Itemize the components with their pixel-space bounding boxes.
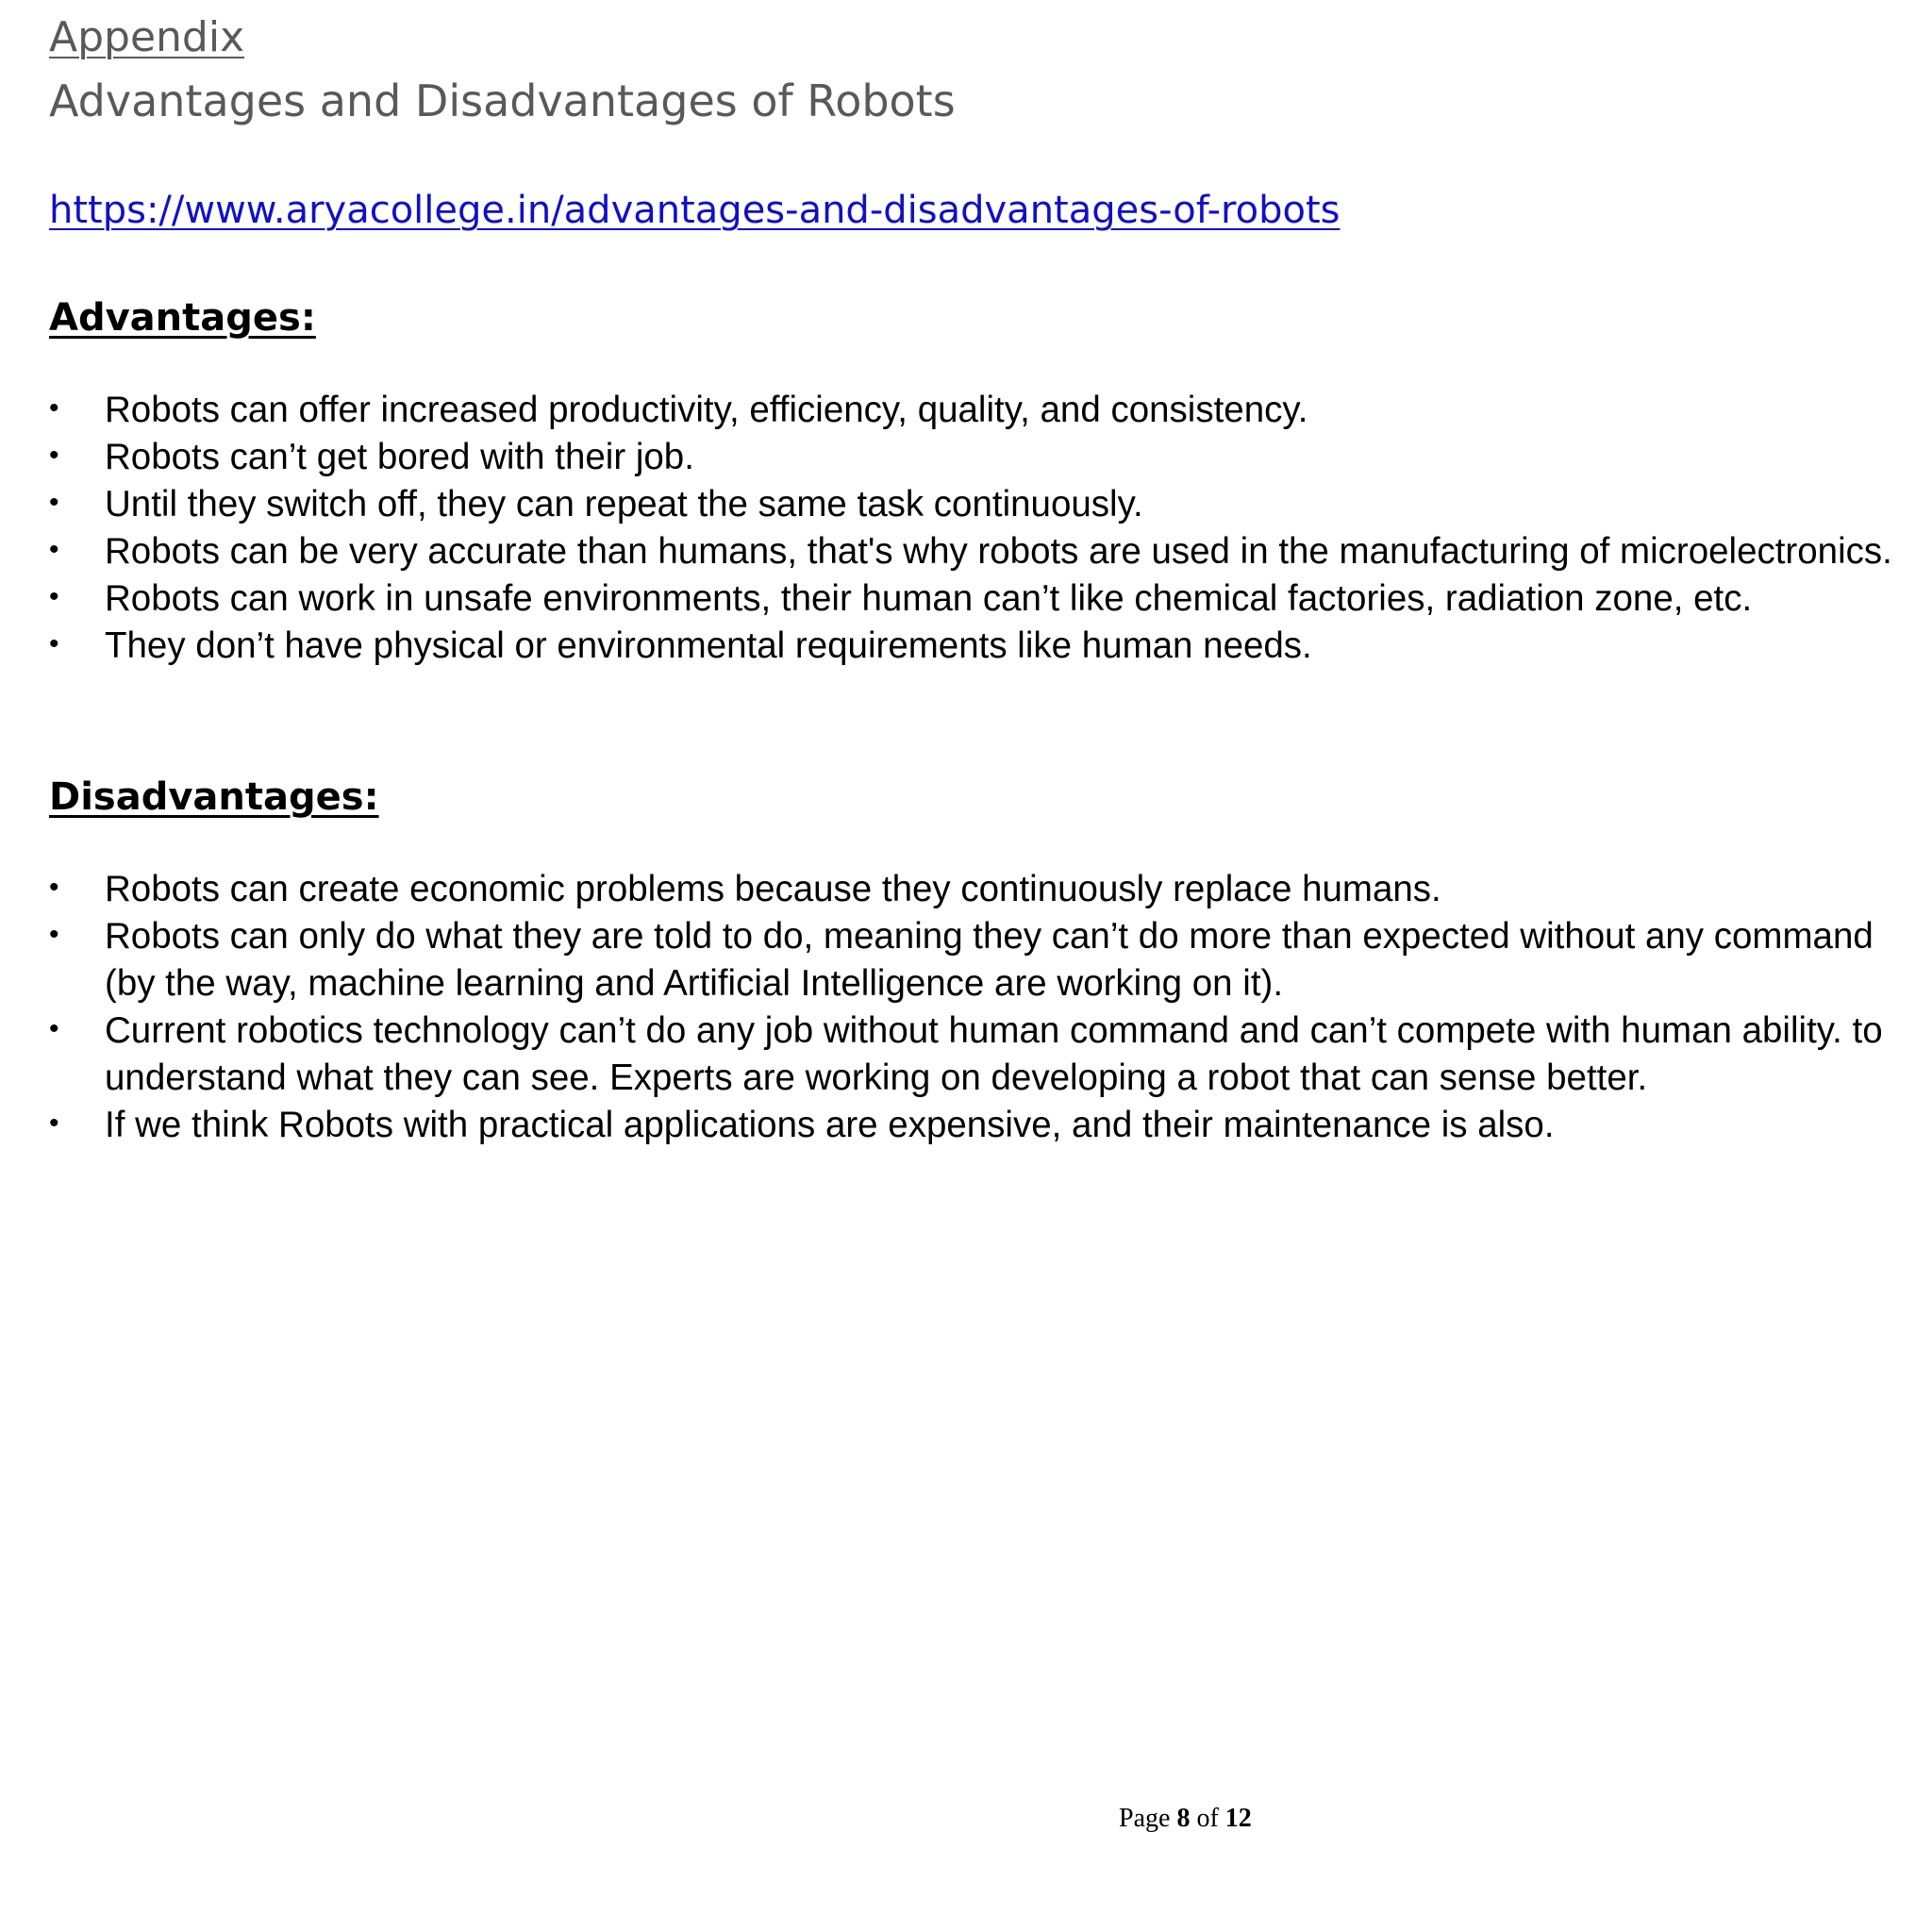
advantages-heading: Advantages: xyxy=(49,296,316,340)
bullet-icon: • xyxy=(49,872,59,903)
source-link[interactable]: https://www.aryacollege.in/advantages-and-disadvantages-of-robots xyxy=(49,189,1341,232)
list-item-text: Until they switch off, they can repeat the same task continuously. xyxy=(105,484,1143,525)
list-item-text: Robots can be very accurate than humans, that's why robots are used in the manufacturing of microelectronics. xyxy=(105,531,1892,572)
bullet-icon: • xyxy=(49,919,59,950)
bullet-icon: • xyxy=(49,1013,59,1044)
list-item xyxy=(49,913,1898,1008)
bullet-icon: • xyxy=(49,440,59,471)
list-item xyxy=(49,575,1898,623)
bullet-icon: • xyxy=(49,1108,59,1139)
bullet-icon: • xyxy=(49,628,59,659)
footer-of-word: of xyxy=(1196,1804,1219,1833)
page-title: Advantages and Disadvantages of Robots xyxy=(49,75,956,126)
footer-page-word: Page xyxy=(1119,1804,1171,1833)
list-item xyxy=(49,434,1898,481)
list-item-text: Robots can work in unsafe environments, their human can’t like chemical factories, radiation zone, etc. xyxy=(105,578,1753,619)
list-item-text: Robots can offer increased productivity, efficiency, quality, and consistency. xyxy=(105,390,1308,430)
list-item-text: Robots can create economic problems because they continuously replace humans. xyxy=(105,869,1441,909)
list-item-text: They don’t have physical or environmental requirements like human needs. xyxy=(105,625,1312,666)
disadvantages-list xyxy=(49,866,1898,1149)
advantages-list xyxy=(49,387,1898,670)
list-item xyxy=(49,1102,1898,1149)
footer-total-pages: 12 xyxy=(1224,1804,1252,1833)
bullet-icon: • xyxy=(49,487,59,518)
list-item-text: Robots can only do what they are told to do, meaning they can’t do more than expected without any command (by the way, machine learning and Artificial Intelligence are working on it). xyxy=(105,916,1874,1004)
bullet-icon: • xyxy=(49,392,59,424)
list-item-text: Current robotics technology can’t do any job without human command and can’t compete with human ability. to understand what they can see. Experts are working on developing a robot that can sense better. xyxy=(105,1010,1883,1098)
list-item xyxy=(49,866,1898,913)
bullet-icon: • xyxy=(49,581,59,612)
appendix-label: Appendix xyxy=(49,13,245,61)
footer-current-page: 8 xyxy=(1176,1804,1191,1833)
page-number-footer xyxy=(1119,1804,1252,1834)
list-item xyxy=(49,387,1898,434)
bullet-icon: • xyxy=(49,534,59,565)
list-item xyxy=(49,623,1898,670)
disadvantages-heading: Disadvantages: xyxy=(49,775,379,819)
list-item xyxy=(49,481,1898,528)
list-item xyxy=(49,1008,1898,1102)
list-item-text: Robots can’t get bored with their job. xyxy=(105,437,694,477)
list-item xyxy=(49,528,1898,575)
list-item-text: If we think Robots with practical applications are expensive, and their maintenance is also. xyxy=(105,1105,1555,1145)
